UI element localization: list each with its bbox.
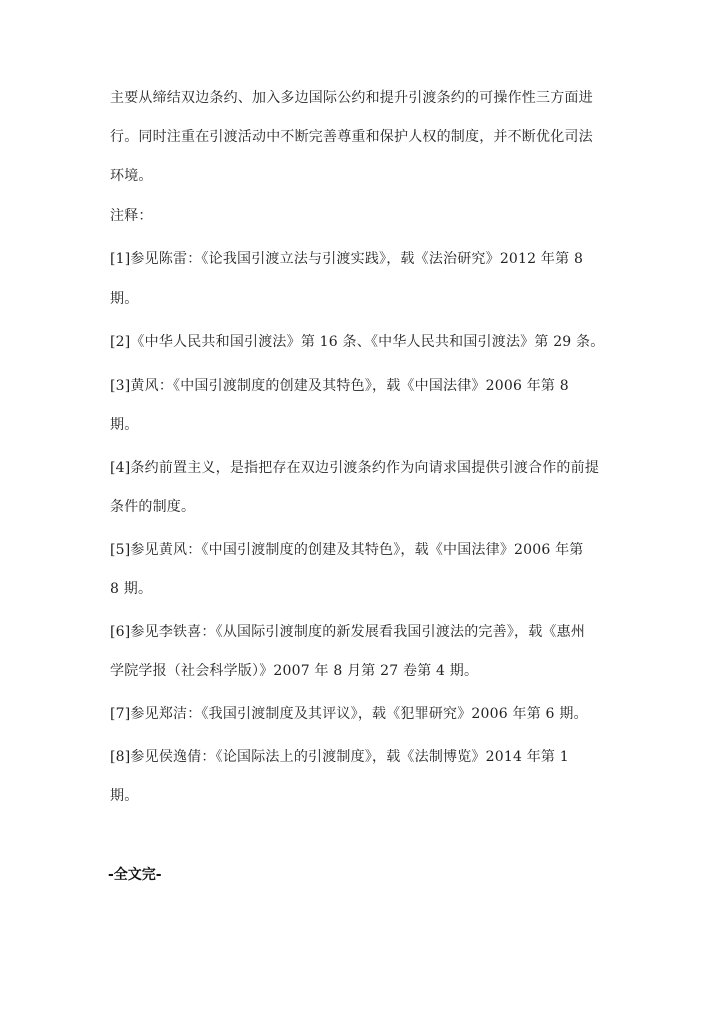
note-5-line-1: [5]参见黄风：《中国引渡制度的创建及其特色》，载《中国法律》2006 年第 [110,542,584,558]
note-2-line-1: [2]《中华人民共和国引渡法》第 16 条、《中华人民共和国引渡法》第 29 条。 [110,334,605,350]
note-8-line-1: [8]参见侯逸倩：《论国际法上的引渡制度》，载《法制博览》2014 年第 1 [110,749,569,765]
note-6-line-1: [6]参见李铁喜：《从国际引渡制度的新发展看我国引渡法的完善》，载《惠州 [110,624,586,640]
note-1-line-1: [1]参见陈雷：《论我国引渡立法与引渡实践》，载《法治研究》2012 年第 8 [110,251,584,267]
end-of-document-mark: -全文完- [108,867,162,883]
note-4-line-2: 条件的制度。 [110,499,196,515]
note-6-line-2: 学院学报（社会科学版）》2007 年 8 月第 27 卷第 4 期。 [110,663,479,679]
note-4-line-1: [4]条约前置主义，是指把存在双边引渡条约作为向请求国提供引渡合作的前提 [110,460,600,476]
note-8-line-2: 期。 [110,788,139,804]
note-3-line-1: [3]黄风：《中国引渡制度的创建及其特色》，载《中国法律》2006 年第 8 [110,378,569,394]
body-paragraph-line: 行。同时注重在引渡活动中不断完善尊重和保护人权的制度，并不断优化司法 [110,129,593,145]
notes-heading: 注释： [110,208,153,224]
note-7-line-1: [7]参见郑洁：《我国引渡制度及其评议》，载《犯罪研究》2006 年第 6 期。 [110,706,588,722]
body-paragraph-line: 主要从缔结双边条约、加入多边国际公约和提升引渡条约的可操作性三方面进 [110,90,593,106]
note-5-line-2: 8 期。 [110,581,153,597]
note-1-line-2: 期。 [110,291,139,307]
note-3-line-2: 期。 [110,417,139,433]
body-paragraph-line: 环境。 [110,168,153,184]
